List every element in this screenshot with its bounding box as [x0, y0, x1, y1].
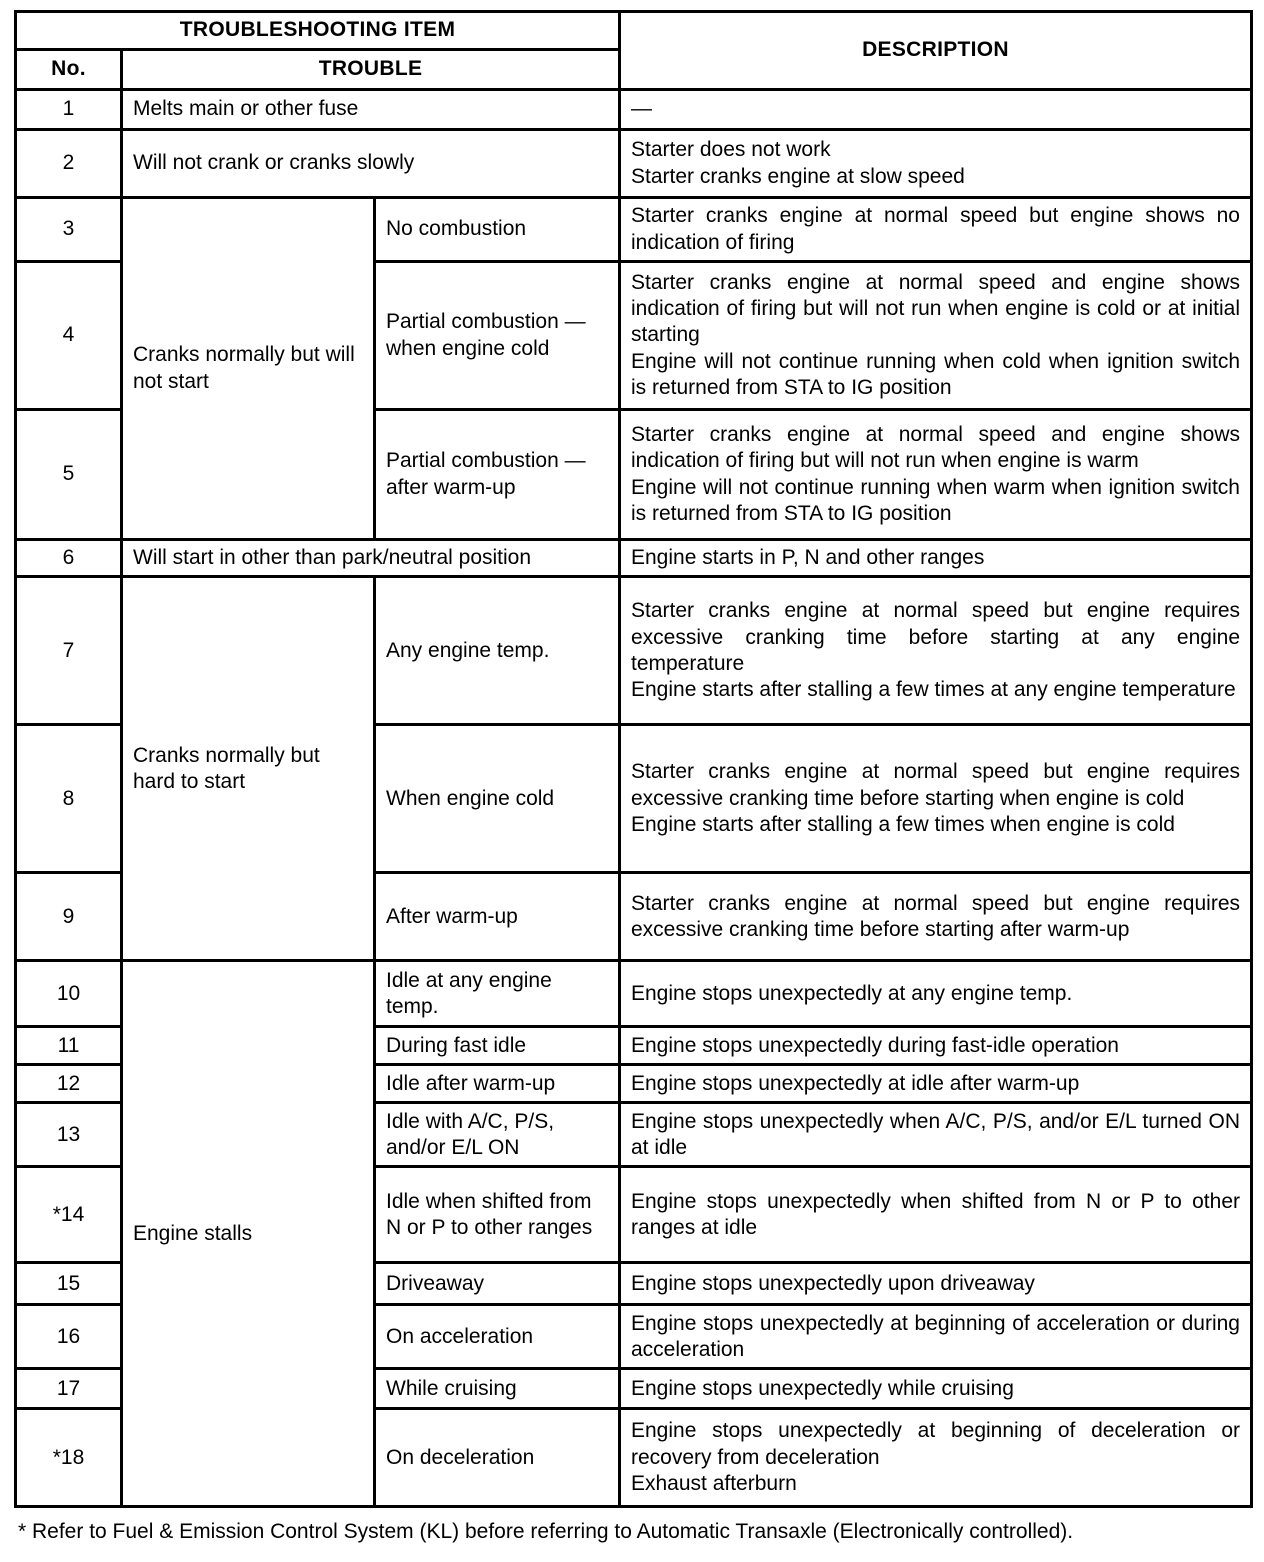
description-line: Starter cranks engine at normal speed but engine shows no indication of firing: [631, 204, 1240, 254]
row-no: 3: [16, 198, 122, 262]
row-no: 7: [16, 577, 122, 725]
row-no: 10: [16, 961, 122, 1027]
row-no: 1: [16, 90, 122, 130]
row-no: 8: [16, 725, 122, 873]
table-row: [16, 577, 1252, 725]
trouble-group-cell: Engine stalls: [122, 961, 375, 1507]
table-row: [16, 540, 1252, 577]
description-line: Engine will not continue running when warm when ignition switch is returned from STA to IG position: [631, 475, 1240, 525]
description-cell: [620, 725, 1252, 873]
description-cell: [620, 540, 1252, 577]
trouble-group-cell: Cranks normally but hard to start: [122, 577, 375, 961]
header-trouble: TROUBLE: [122, 50, 620, 90]
description-line: Exhaust afterburn: [631, 1471, 797, 1495]
trouble-sub-cell: Idle with A/C, P/S, and/or E/L ON: [375, 1103, 620, 1167]
description-line: Engine starts in P, N and other ranges: [631, 546, 985, 569]
trouble-sub-cell: Partial combustion — after warm-up: [375, 410, 620, 540]
header-troubleshooting-item: TROUBLESHOOTING ITEM: [16, 12, 620, 50]
description-cell: [620, 873, 1252, 961]
table-row: [16, 130, 1252, 198]
trouble-cell: Will not crank or cranks slowly: [122, 130, 620, 198]
trouble-cell: Will start in other than park/neutral position: [122, 540, 620, 577]
row-no: 12: [16, 1065, 122, 1103]
trouble-sub-cell: No combustion: [375, 198, 620, 262]
row-no: *14: [16, 1167, 122, 1263]
header-no: No.: [16, 50, 122, 90]
table-row: [16, 198, 1252, 262]
row-no: 9: [16, 873, 122, 961]
description-cell: [620, 262, 1252, 410]
trouble-sub-cell: Driveaway: [375, 1263, 620, 1305]
table-row: [16, 961, 1252, 1027]
trouble-sub-cell: During fast idle: [375, 1027, 620, 1065]
description-line: Engine stops unexpectedly at any engine temp.: [631, 981, 1073, 1005]
trouble-sub-cell: Idle when shifted from N or P to other ranges: [375, 1167, 620, 1263]
description-line: Starter cranks engine at normal speed but engine requires excessive cranking time before starting at any engine temperature: [631, 599, 1240, 675]
description-cell: [620, 1305, 1252, 1369]
trouble-group-cell: Cranks normally but will not start: [122, 198, 375, 540]
trouble-sub-cell: Idle after warm-up: [375, 1065, 620, 1103]
description-cell: [620, 90, 1252, 130]
trouble-sub-cell: When engine cold: [375, 725, 620, 873]
description-cell: [620, 1167, 1252, 1263]
trouble-sub-cell: While cruising: [375, 1369, 620, 1409]
trouble-sub-cell: Any engine temp.: [375, 577, 620, 725]
description-cell: [620, 1409, 1252, 1507]
row-no: 17: [16, 1369, 122, 1409]
description-cell: [620, 1065, 1252, 1103]
description-cell: [620, 1027, 1252, 1065]
description-line: Engine starts after stalling a few times at any engine temperature: [631, 677, 1236, 701]
description-line: Engine will not continue running when cold when ignition switch is returned from STA to IG position: [631, 349, 1240, 399]
description-line: Engine starts after stalling a few times when engine is cold: [631, 812, 1175, 836]
row-no: *18: [16, 1409, 122, 1507]
table-row: [16, 90, 1252, 130]
description-line: Engine stops unexpectedly when shifted from N or P to other ranges at idle: [631, 1189, 1240, 1239]
description-line: —: [631, 97, 652, 121]
description-line: Engine stops unexpectedly during fast-idle operation: [631, 1033, 1119, 1057]
description-line: Engine stops unexpectedly when A/C, P/S, and/or E/L turned ON at idle: [631, 1109, 1240, 1159]
description-line: Engine stops unexpectedly at idle after warm-up: [631, 1071, 1080, 1095]
trouble-sub-cell: Idle at any engine temp.: [375, 961, 620, 1027]
description-line: Starter cranks engine at normal speed and engine shows indication of firing but will not run when engine is warm: [631, 423, 1240, 473]
description-cell: [620, 130, 1252, 198]
description-cell: [620, 410, 1252, 540]
description-line: Starter cranks engine at normal speed but engine requires excessive cranking time before starting when engine is cold: [631, 760, 1240, 810]
row-no: 5: [16, 410, 122, 540]
trouble-sub-cell: After warm-up: [375, 873, 620, 961]
troubleshooting-table: [14, 10, 1253, 1508]
description-line: Engine stops unexpectedly at beginning of deceleration or recovery from deceleration: [631, 1419, 1240, 1469]
header-row-top: [16, 12, 1252, 50]
trouble-sub-cell: On deceleration: [375, 1409, 620, 1507]
description-cell: [620, 1369, 1252, 1409]
row-no: 16: [16, 1305, 122, 1369]
description-line: Starter does not work: [631, 138, 831, 162]
description-cell: [620, 961, 1252, 1027]
row-no: 15: [16, 1263, 122, 1305]
header-description: DESCRIPTION: [620, 12, 1252, 90]
description-cell: [620, 1103, 1252, 1167]
row-no: 13: [16, 1103, 122, 1167]
row-no: 11: [16, 1027, 122, 1065]
description-line: Starter cranks engine at slow speed: [631, 164, 965, 188]
footnote: * Refer to Fuel & Emission Control System (KL) before referring to Automatic Transaxle (Electronically controlled).: [18, 1520, 1074, 1544]
row-no: 2: [16, 130, 122, 198]
description-line: Starter cranks engine at normal speed and engine shows indication of firing but will not run when engine is cold or at initial starting: [631, 271, 1240, 347]
trouble-sub-cell: On acceleration: [375, 1305, 620, 1369]
row-no: 6: [16, 540, 122, 577]
description-line: Engine stops unexpectedly upon driveaway: [631, 1271, 1035, 1295]
row-no: 4: [16, 262, 122, 410]
description-cell: [620, 1263, 1252, 1305]
trouble-cell: Melts main or other fuse: [122, 90, 620, 130]
trouble-sub-cell: Partial combustion — when engine cold: [375, 262, 620, 410]
description-line: Starter cranks engine at normal speed but engine requires excessive cranking time before starting after warm-up: [631, 891, 1240, 941]
description-cell: [620, 577, 1252, 725]
description-line: Engine stops unexpectedly at beginning of acceleration or during acceleration: [631, 1311, 1240, 1361]
description-line: Engine stops unexpectedly while cruising: [631, 1376, 1014, 1400]
description-cell: [620, 198, 1252, 262]
